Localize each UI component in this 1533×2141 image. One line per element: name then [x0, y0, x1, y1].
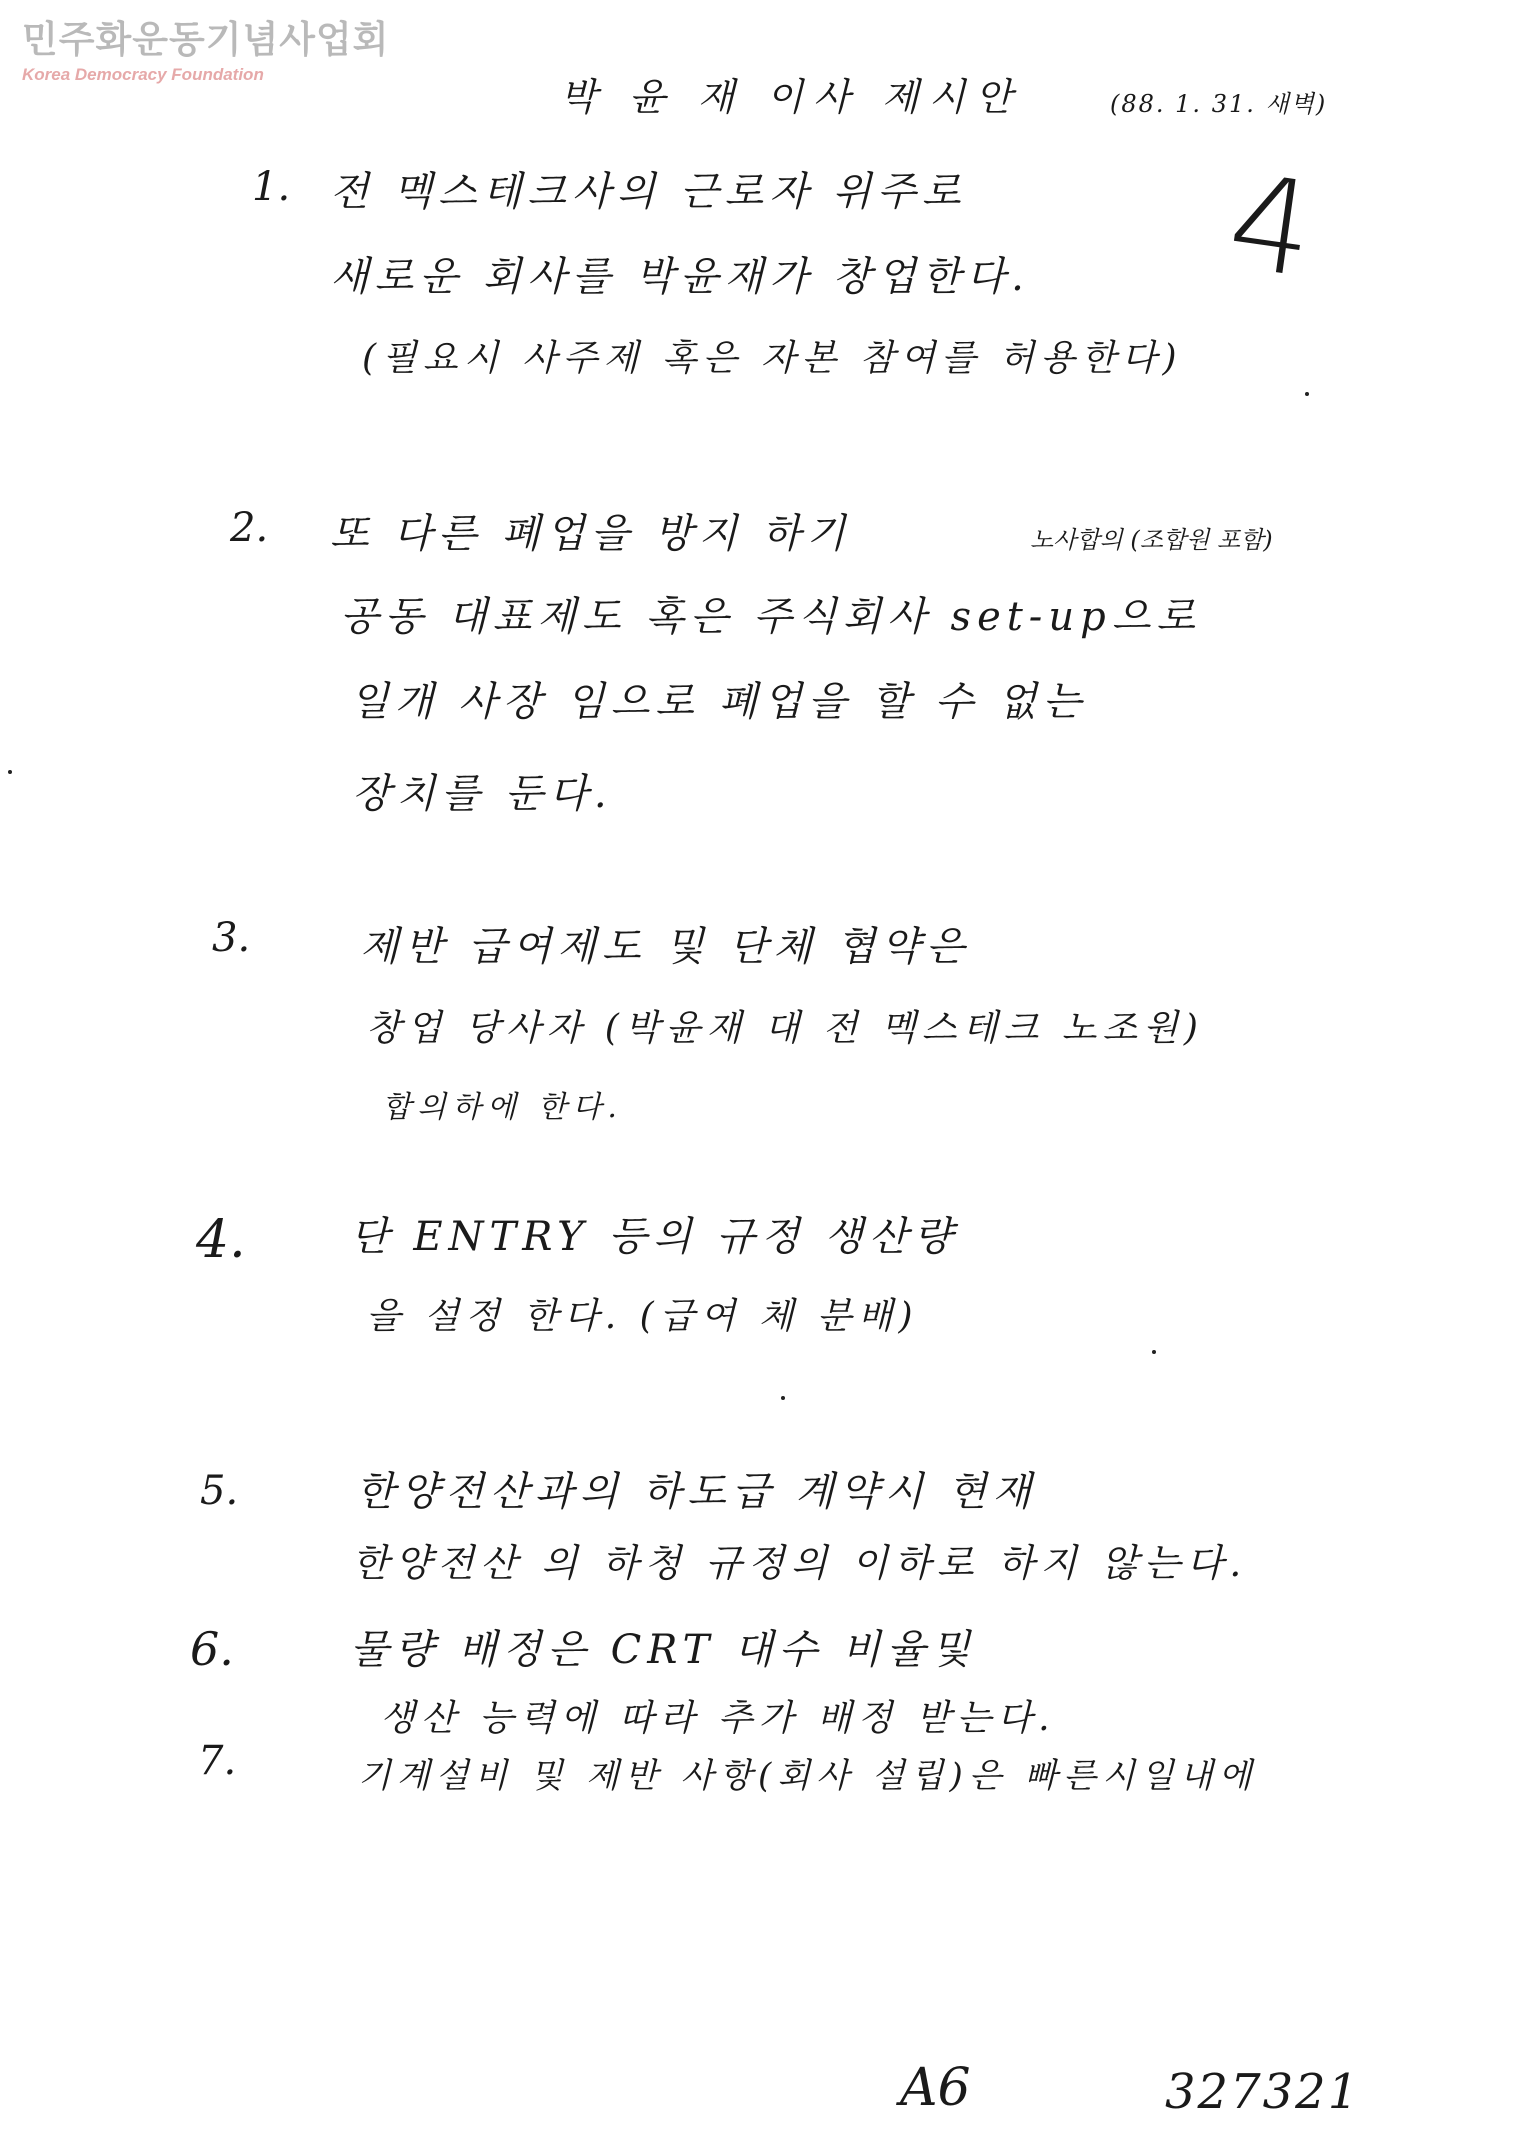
scan-speck	[8, 770, 12, 774]
item-5-number: 5.	[200, 1468, 239, 1514]
item-4-line-2: 을 설정 한다. (급여 체 분배)	[366, 1296, 919, 1337]
item-3-line-1: 제반 급여제도 및 단체 협약은	[360, 924, 971, 970]
item-1-line-1: 전 멕스테크사의 근로자 위주로	[330, 169, 967, 215]
item-2-number: 2.	[230, 505, 269, 551]
item-1-line-2: 새로운 회사를 박윤재가 창업한다.	[330, 254, 1030, 300]
footer-code: A6	[900, 2058, 971, 2118]
margin-mark: 4	[1219, 144, 1323, 308]
item-5-line-2: 한양전산 의 하청 규정의 이하로 하지 않는다.	[352, 1541, 1248, 1585]
item-4-number: 4.	[196, 1210, 246, 1270]
item-4-line-1: 단 ENTRY 등의 규정 생산량	[350, 1214, 959, 1260]
item-6-line-2: 생산 능력에 따라 추가 배정 받는다.	[380, 1698, 1056, 1739]
scan-speck	[1152, 1350, 1156, 1354]
item-1-number: 1.	[252, 164, 291, 210]
item-6-line-1: 물량 배정은 CRT 대수 비율및	[350, 1627, 976, 1673]
logo-korean-text: 민주화운동기념사업회	[22, 18, 390, 61]
item-7-line-1: 기계설비 및 제반 사항(회사 설립)은 빠른시일내에	[358, 1756, 1258, 1796]
item-3-number: 3.	[212, 915, 251, 961]
item-5-line-1: 한양전산과의 하도급 계약시 현재	[356, 1469, 1038, 1515]
item-3-line-3: 합의하에 한다.	[382, 1090, 623, 1125]
item-3-line-2: 창업 당사자 (박윤재 대 전 멕스테크 노조원)	[366, 1008, 1204, 1049]
item-2-line-4: 장치를 둔다.	[352, 771, 613, 817]
scan-speck	[1305, 392, 1309, 396]
item-2-line-2: 공동 대표제도 혹은 주식회사 set-up으로	[340, 594, 1201, 640]
item-6-number: 6.	[190, 1622, 234, 1676]
item-2-note: 노사합의 (조합원 포함)	[1030, 526, 1273, 554]
item-7-number: 7.	[198, 1738, 237, 1784]
scan-speck	[781, 1396, 785, 1400]
document-date: (88. 1. 31. 새벽)	[1110, 90, 1328, 118]
item-1-line-3: (필요시 사주제 혹은 자본 참여를 허용한다)	[362, 338, 1183, 379]
document-title: 박 윤 재 이사 제시안	[560, 75, 1022, 119]
logo-english-text: Korea Democracy Foundation	[22, 65, 264, 84]
footer-number: 327321	[1165, 2064, 1361, 2120]
item-2-line-1: 또 다른 폐업을 방지 하기	[330, 511, 852, 557]
item-2-line-3: 일개 사장 임으로 폐업을 할 수 없는	[350, 679, 1088, 725]
foundation-logo	[22, 18, 389, 86]
